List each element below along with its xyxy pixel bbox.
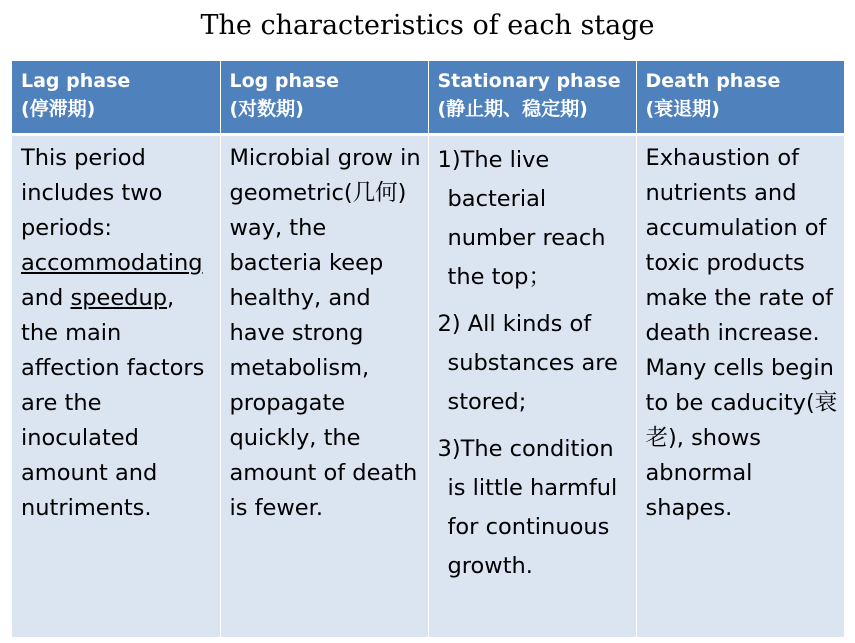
log-phase-cell: Microbial grow in geometric(几何) way, the bacteria keep healthy, and have strong metabolism, propagate quickly, the amount of death is fewer. [220,135,428,637]
header-chinese: (衰退期) [645,98,720,120]
header-name: Log phase [229,70,340,92]
lag-text-part2: , the main affection factors are the inoculated amount and nutriments. [21,285,205,521]
header-name: Stationary phase [437,70,621,92]
slide-title: The characteristics of each stage [200,10,655,41]
stationary-item-1: 1)The live bacterial number reach the top； [437,147,606,290]
stages-table [12,61,844,637]
header-chinese: (静止期、稳定期) [437,98,588,120]
lag-text-part1: This period includes two periods: [21,145,163,241]
header-row [12,61,844,135]
lag-text-and: and [21,285,71,311]
speedup-term: speedup [70,285,167,311]
header-name: Lag phase [21,70,131,92]
header-name: Death phase [645,70,781,92]
content-row [12,135,844,637]
lag-phase-cell [12,135,220,637]
stationary-item-2: 2) All kinds of substances are stored; [437,311,618,415]
header-stationary-phase [428,61,636,135]
accommodating-term: accommodating [21,250,203,276]
stationary-item-3: 3)The condition is little harmful for continuous growth. [437,436,618,579]
header-log-phase [220,61,428,135]
header-chinese: (停滞期) [21,98,96,120]
stationary-phase-cell [428,135,636,637]
death-phase-cell: Exhaustion of nutrients and accumulation of toxic products make the rate of death increase. Many cells begin to be caducity(衰老), shows abnormal shapes. [636,135,844,637]
header-lag-phase [12,61,220,135]
header-chinese: (对数期) [229,98,304,120]
header-death-phase [636,61,844,135]
